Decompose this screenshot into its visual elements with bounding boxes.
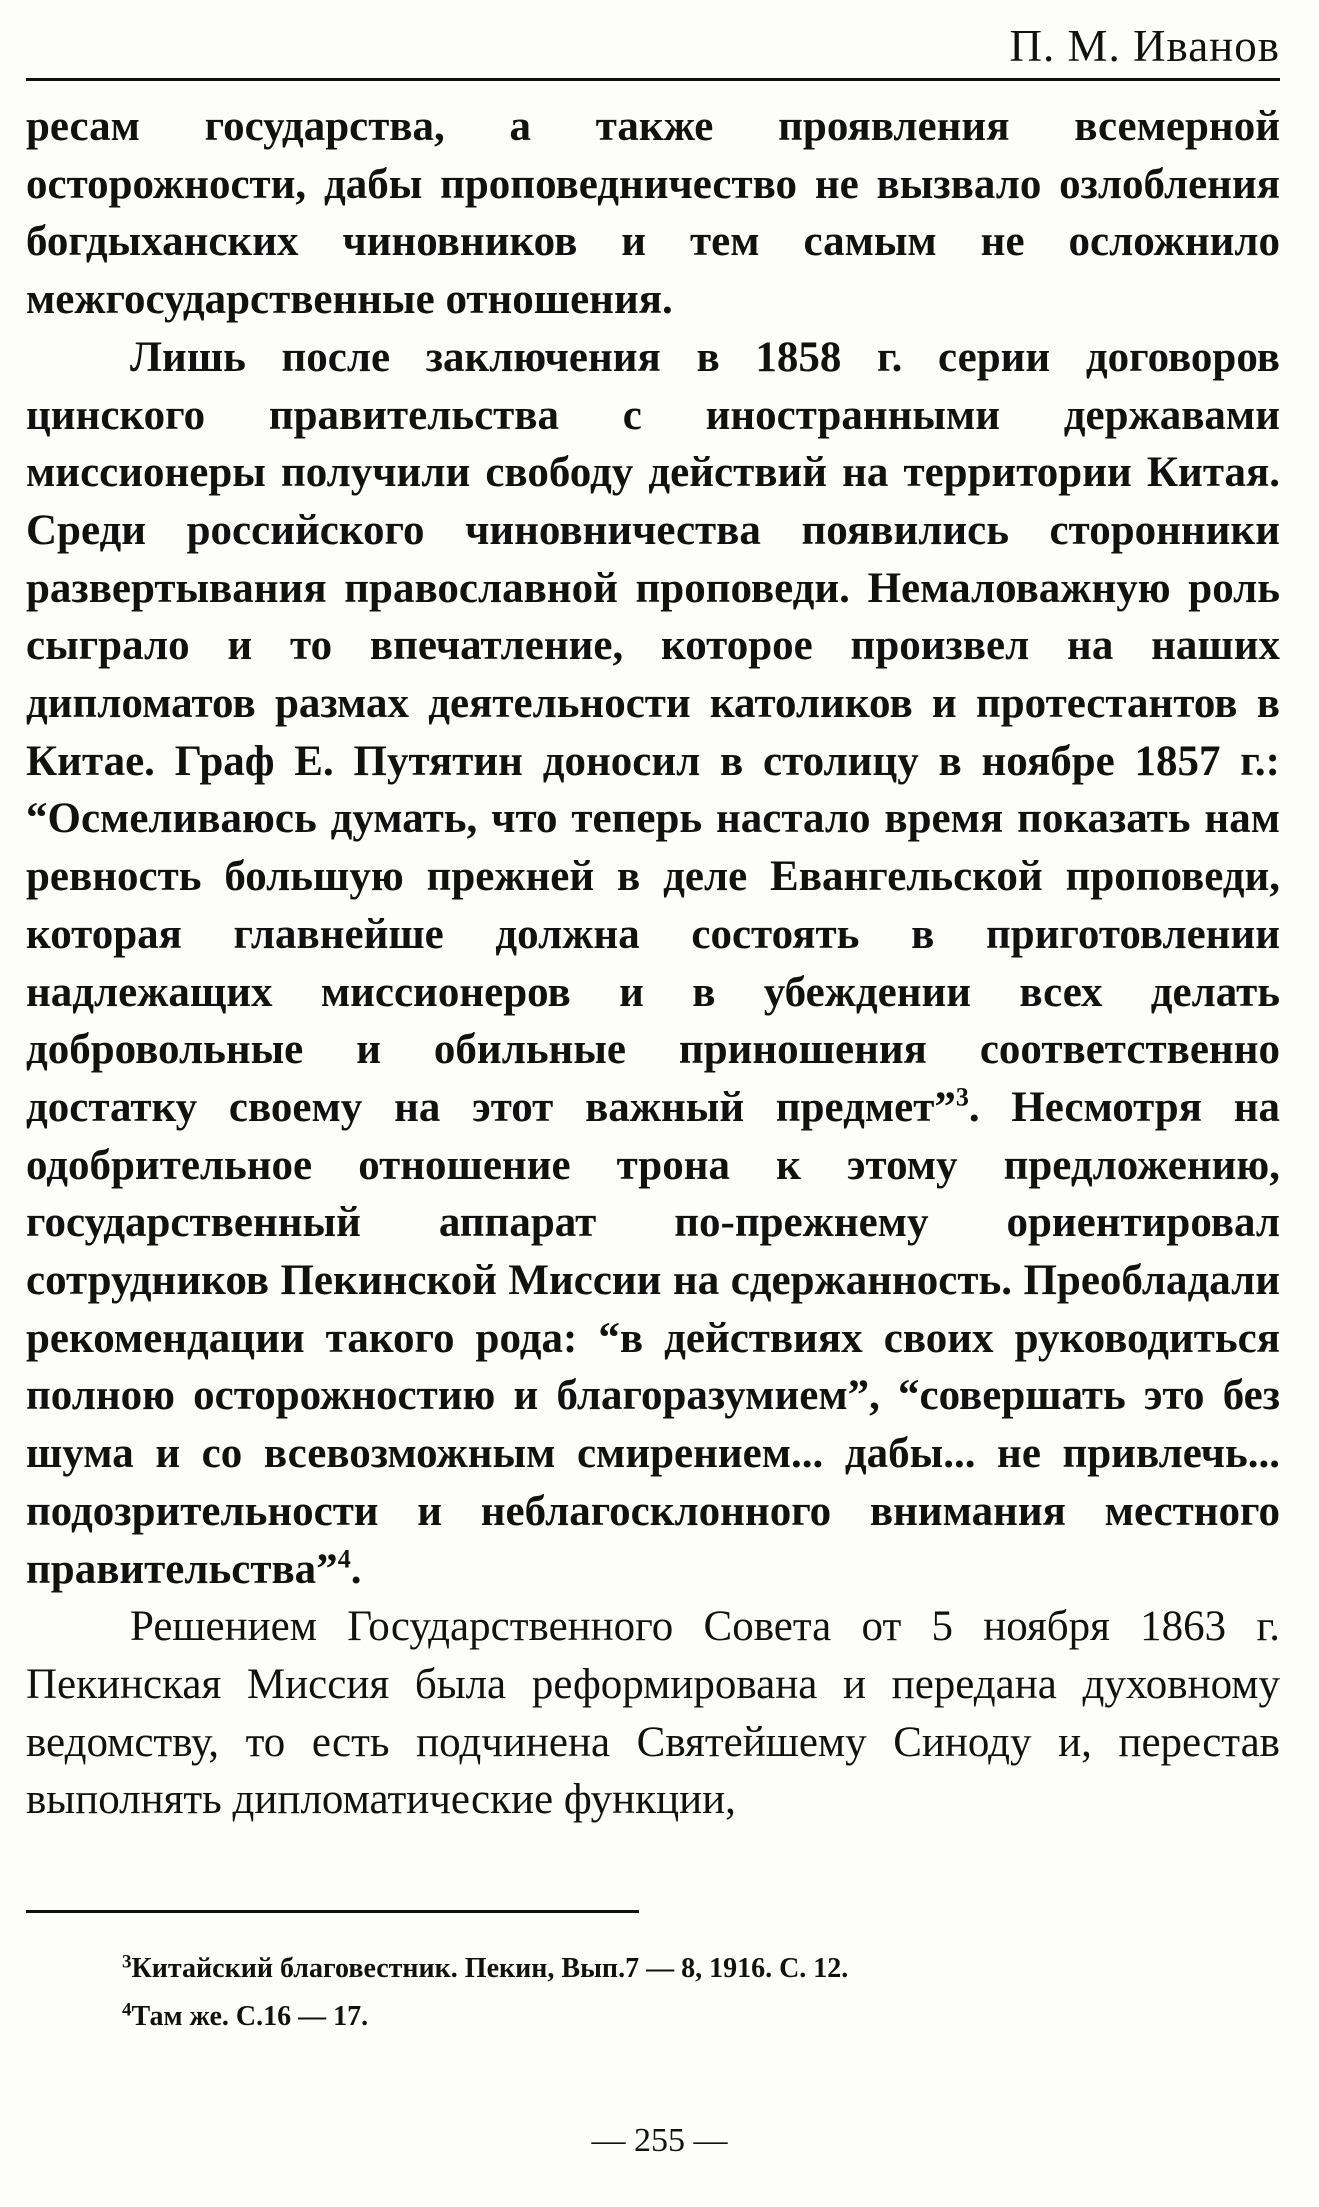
paragraph-2-text-end: . [350,1545,362,1593]
paragraph-3-text: Решением Государственного Совета от 5 ноября 1863 г. Пекинская Миссия была реформирована и передана духовному ведомству, то есть подчинена Святейшему Синоду и, перестав выполнять дипломатические функции, [26,1603,1280,1824]
paragraph-continued [26,98,1280,329]
footnote-rule [26,1910,639,1913]
paragraph-2-text: Лишь после заключения в 1858 г. серии договоров цинского правительства с иностранными державами миссионеры получили свободу действий на территории Китая. Среди российского чиновничества появились сторонники развертывания православной проповеди. Немаловажную роль сыграло и то впечатление, которое произвел на наших дипломатов размах деятельности католиков и протестантов в Китае. Граф Е. Путятин доносил в столицу в ноябре 1857 г.: “Осмеливаюсь думать, что теперь настало время показать нам ревность большую прежней в деле Евангельской проповеди, которая главнейше должна состоять в приготовлении надлежащих миссионеров и в убеждении всех делать добровольные и обильные приношения соответственно достатку своему на этот важный предмет” [26,333,1280,1131]
footnote [122,1993,848,2041]
footnote-reference: 3 [955,1082,969,1112]
footnotes [122,1945,848,2041]
paragraph [26,329,1280,1598]
main-text [26,98,1280,1829]
footnote [122,1945,848,1993]
footnote-reference: 4 [337,1543,351,1573]
paragraph-1-text: ресам государства, а также проявления всемерной осторожности, дабы проповедничество не вызвало озлобления богдыханских чиновников и тем самым не осложнило межгосударственные отношения. [26,103,1280,324]
footnote-mark: 3 [122,1951,132,1973]
running-head: П. М. Иванов [1009,21,1280,71]
header-rule [26,78,1280,81]
footnote-mark: 4 [122,1999,132,2021]
footnote-text: Китайский благовестник. Пекин, Вып.7 — 8, 1916. С. 12. [131,1953,849,1984]
page-number: — 255 — [591,2122,728,2159]
paragraph-2-text-continued: . Несмотря на одобрительное отношение трона к этому предложению, государственный аппарат по-прежнему ориентировал сотрудников Пекинской Миссии на сдержанность. Преобладали рекомендации такого рода: “в действиях своих руководиться полною осторожностию и благоразумием”, “совершать это без шума и со всевозможным смирением... дабы... не привлечь... подозрительности и неблагосклонного внимания местного правительства” [26,1083,1281,1593]
paragraph [26,1598,1280,1829]
footnote-text: Там же. С.16 — 17. [131,2001,369,2032]
